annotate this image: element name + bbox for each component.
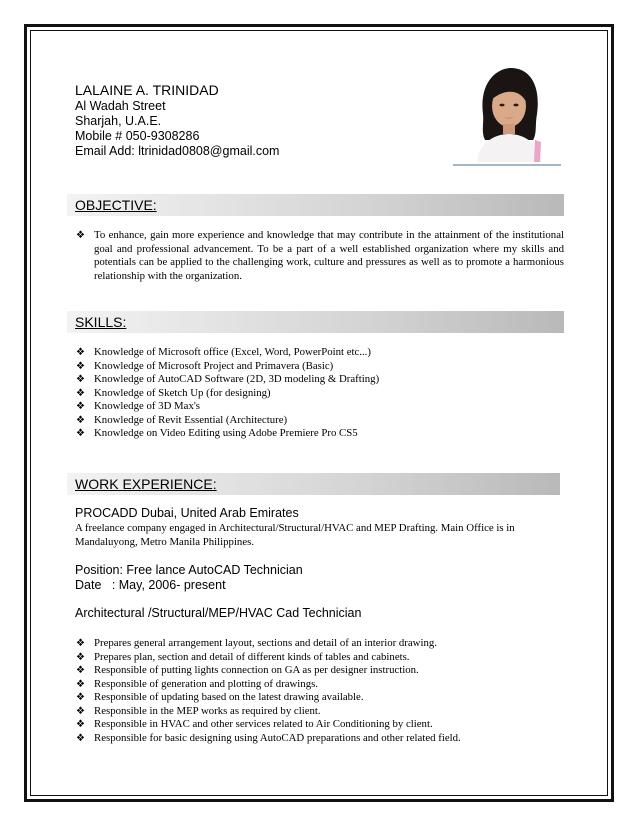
work-experience-title: WORK EXPERIENCE:: [75, 476, 217, 492]
company-description: A freelance company engaged in Architectural/Structural/HVAC and MEP Drafting. Main Office is in Mandaluyong, Metro Manila Philippines.: [75, 522, 515, 548]
mobile-number: Mobile # 050-9308286: [75, 129, 200, 143]
list-item: [75, 732, 564, 746]
skills-title: SKILLS:: [75, 314, 127, 330]
company-name: PROCADD Dubai, United Arab Emirates: [75, 506, 299, 520]
duty-text: Prepares plan, section and detail of different kinds of tables and cabinets.: [94, 650, 410, 663]
list-item: [75, 651, 564, 665]
duty-text: Responsible of updating based on the latest drawing available.: [94, 691, 364, 703]
diamond-bullet-icon: ❖: [76, 428, 85, 439]
objective-text: To enhance, gain more experience and knowledge that may contribute in the attainment of the institutional goal and professional advancement. To be a part of a well established organization where my skills and potentials can be applied to the challenging work, culture and pressures as well as to promote a harmonious relationship with the organization.: [94, 229, 564, 282]
diamond-bullet-icon: ❖: [76, 414, 85, 426]
email-address: Email Add: ltrinidad0808@gmail.com: [75, 144, 280, 158]
duty-text: Responsible of putting lights connection on GA as per designer instruction.: [94, 664, 419, 676]
duties-list: [75, 637, 564, 745]
skill-text: Knowledge on Video Editing using Adobe Premiere Pro CS5: [94, 427, 358, 439]
duty-text: Responsible in the MEP works as required by client.: [94, 704, 321, 717]
list-item: [75, 664, 564, 678]
list-item: [75, 400, 564, 414]
employment-date: Date : May, 2006- present: [75, 578, 226, 592]
objective-title: OBJECTIVE:: [75, 197, 157, 213]
duty-text: Responsible of generation and plotting of drawings.: [94, 677, 318, 690]
diamond-bullet-icon: ❖: [76, 230, 85, 241]
list-item: [75, 637, 564, 651]
diamond-bullet-icon: ❖: [76, 719, 85, 730]
diamond-bullet-icon: ❖: [76, 665, 85, 676]
list-item: [75, 691, 564, 705]
skill-text: Knowledge of Microsoft Project and Primavera (Basic): [94, 359, 334, 372]
diamond-bullet-icon: ❖: [76, 387, 85, 399]
work-experience-header: [67, 473, 560, 495]
list-item: [75, 360, 564, 374]
list-item: [75, 373, 564, 387]
diamond-bullet-icon: ❖: [76, 678, 85, 690]
position-title: Position: Free lance AutoCAD Technician: [75, 563, 303, 577]
skill-text: Knowledge of Sketch Up (for designing): [94, 386, 271, 399]
contact-block: [75, 82, 279, 159]
duty-text: Responsible for basic designing using AutoCAD preparations and other related field.: [94, 731, 461, 744]
skills-header: [67, 311, 564, 333]
applicant-photo: [453, 62, 561, 168]
duty-text: Prepares general arrangement layout, sections and detail of an interior drawing.: [94, 637, 437, 649]
list-item: [75, 718, 564, 732]
skill-text: Knowledge of Microsoft office (Excel, Word, PowerPoint etc...): [94, 346, 371, 358]
skills-list: [75, 346, 564, 441]
duty-text: Responsible in HVAC and other services related to Air Conditioning by client.: [94, 718, 433, 730]
list-item: [75, 387, 564, 401]
diamond-bullet-icon: ❖: [76, 347, 85, 358]
applicant-name: LALAINE A. TRINIDAD: [75, 82, 219, 98]
diamond-bullet-icon: ❖: [76, 360, 85, 372]
diamond-bullet-icon: ❖: [76, 374, 85, 385]
diamond-bullet-icon: ❖: [76, 692, 85, 703]
diamond-bullet-icon: ❖: [76, 705, 85, 717]
address-street: Al Wadah Street: [75, 99, 166, 113]
company-block: [75, 506, 564, 549]
skill-text: Knowledge of AutoCAD Software (2D, 3D modeling & Drafting): [94, 373, 380, 385]
list-item: [75, 346, 564, 360]
objective-header: [67, 194, 564, 216]
list-item: [75, 678, 564, 692]
role-block: [75, 606, 564, 621]
diamond-bullet-icon: ❖: [76, 651, 85, 663]
list-item: [75, 229, 564, 283]
address-city: Sharjah, U.A.E.: [75, 114, 162, 128]
list-item: [75, 705, 564, 719]
role-title: Architectural /Structural/MEP/HVAC Cad Technician: [75, 606, 362, 620]
diamond-bullet-icon: ❖: [76, 732, 85, 744]
diamond-bullet-icon: ❖: [76, 638, 85, 649]
diamond-bullet-icon: ❖: [76, 401, 85, 412]
list-item: [75, 414, 564, 428]
skill-text: Knowledge of Revit Essential (Architecture): [94, 413, 288, 426]
skill-text: Knowledge of 3D Max's: [94, 400, 200, 412]
objective-list: [75, 229, 564, 283]
position-block: [75, 563, 564, 593]
list-item: [75, 427, 564, 441]
